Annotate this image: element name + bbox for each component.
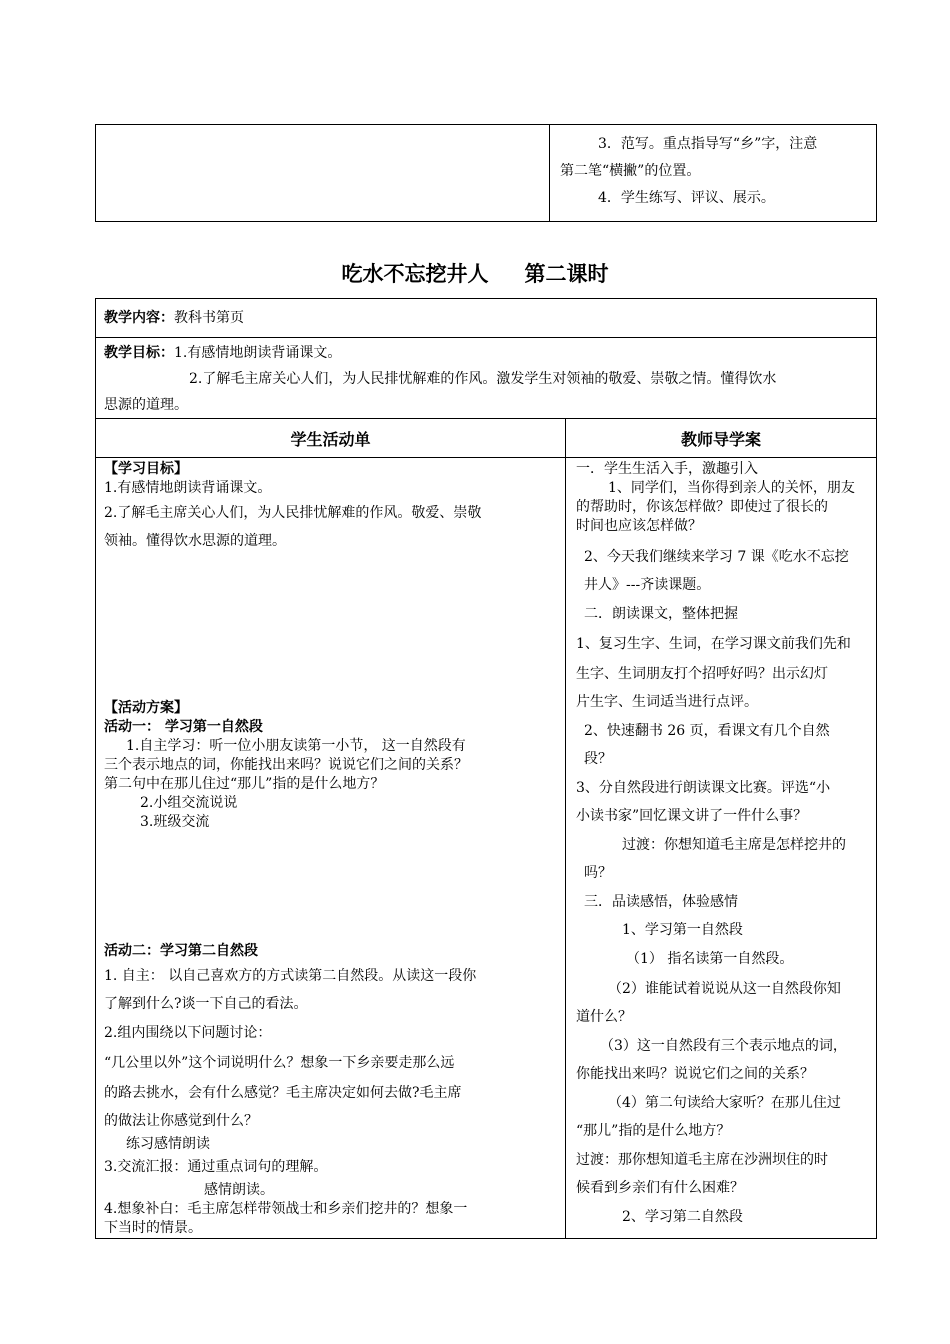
text-line: 过渡：那你想知道毛主席在沙洲坝住的时 bbox=[576, 1152, 828, 1168]
text-line: 第二句中在那儿住过“那儿”指的是什么地方？ bbox=[104, 776, 385, 792]
text-line: “那儿”指的是什么地方？ bbox=[576, 1123, 731, 1139]
section-heading: 三．品读感悟，体验感情 bbox=[584, 894, 738, 910]
section-heading: 【学习目标】 bbox=[104, 461, 188, 477]
teacher-guide-cell bbox=[566, 458, 877, 1239]
text-line: 1、同学们，当你得到亲人的关怀，朋友 bbox=[608, 480, 855, 496]
text-line: 时间也应该怎样做？ bbox=[576, 518, 702, 534]
text-line: 领袖。懂得饮水思源的道理。 bbox=[104, 533, 286, 549]
goal-2-line-2: 思源的道理。 bbox=[104, 397, 188, 413]
text-line: 生字、生词朋友打个招呼好吗？出示幻灯 bbox=[576, 666, 828, 682]
text-line: 3．范写。重点指导写“乡”字，注意 bbox=[598, 136, 818, 152]
teaching-goals-row bbox=[96, 338, 877, 419]
student-activity-header: 学生活动单 bbox=[96, 419, 566, 458]
text-line: 你能找出来吗？说说它们之间的关系？ bbox=[576, 1066, 814, 1082]
text-line: 1、复习生字、生词，在学习课文前我们先和 bbox=[576, 636, 851, 652]
lesson-period: 第二课时 bbox=[524, 262, 609, 286]
text-line: 候看到乡亲们有什么困难？ bbox=[576, 1180, 744, 1196]
text-line: 1.有感情地朗读背诵课文。 bbox=[104, 480, 272, 496]
text-line: （3）这一自然段有三个表示地点的词， bbox=[600, 1038, 847, 1054]
previous-lesson-table bbox=[95, 124, 877, 222]
text-line: 4.想象补白：毛主席怎样带领战士和乡亲们挖井的？想象一 bbox=[104, 1201, 468, 1217]
previous-left-cell bbox=[96, 125, 550, 222]
activity-heading: 活动一： 学习第一自然段 bbox=[104, 719, 263, 735]
text-line: 3、分自然段进行朗读课文比赛。评选“小 bbox=[576, 780, 831, 796]
text-line: 的帮助时，你该怎样做？即使过了很长的 bbox=[576, 499, 828, 515]
text-line: 井人》---齐读课题。 bbox=[584, 577, 711, 593]
content-value: 教科书第页 bbox=[174, 310, 244, 326]
text-line: 2、今天我们继续来学习 7 课《吃水不忘挖 bbox=[584, 549, 849, 565]
text-line: 2.了解毛主席关心人们，为人民排忧解难的作风。敬爱、崇敬 bbox=[104, 505, 482, 521]
text-line: 1.自主学习：听一位小朋友读第一小节， 这一自然段有 bbox=[126, 738, 466, 754]
text-line: 吗？ bbox=[584, 865, 612, 881]
text-line: 道什么？ bbox=[576, 1009, 632, 1025]
goal-2-line-1: 2.了解毛主席关心人们，为人民排忧解难的作风。激发学生对领袖的敬爱、崇敬之情。懂得饮水 bbox=[189, 371, 777, 387]
section-heading: 二．朗读课文，整体把握 bbox=[584, 606, 738, 622]
text-line: 了解到什么?谈一下自己的看法。 bbox=[104, 996, 308, 1012]
text-line: 的路去挑水，会有什么感觉？毛主席决定如何去做?毛主席 bbox=[104, 1085, 462, 1101]
previous-right-cell bbox=[550, 125, 877, 222]
text-line: 段？ bbox=[584, 751, 612, 767]
content-label: 教学内容： bbox=[104, 310, 174, 326]
section-heading: 一．学生生活入手，激趣引入 bbox=[576, 461, 758, 477]
text-line: 1、学习第一自然段 bbox=[622, 922, 743, 938]
section-heading: 【活动方案】 bbox=[104, 700, 188, 716]
text-line: 3.班级交流 bbox=[140, 814, 210, 830]
text-line: 下当时的情景。 bbox=[104, 1220, 202, 1236]
goals-label: 教学目标： bbox=[104, 345, 174, 361]
text-line: 2、学习第二自然段 bbox=[622, 1209, 743, 1225]
text-line: 1. 自主： 以自己喜欢方的方式读第二自然段。从读这一段你 bbox=[104, 968, 477, 984]
teacher-guide-header: 教师导学案 bbox=[566, 419, 877, 458]
text-line: （2）谁能试着说说从这一自然段你知 bbox=[608, 981, 841, 997]
text-line: 片生字、生词适当进行点评。 bbox=[576, 694, 758, 710]
page-title bbox=[0, 258, 950, 288]
text-line: （1） 指名读第一自然段。 bbox=[626, 951, 794, 967]
teaching-content-row bbox=[96, 299, 877, 338]
lesson-plan-table bbox=[95, 298, 877, 1239]
text-line: 2、快速翻书 26 页，看课文有几个自然 bbox=[584, 723, 830, 739]
text-line: 感情朗读。 bbox=[204, 1182, 274, 1198]
text-line: 4．学生练写、评议、展示。 bbox=[598, 190, 775, 206]
student-activity-cell bbox=[96, 458, 566, 1239]
text-line: 三个表示地点的词，你能找出来吗？说说它们之间的关系？ bbox=[104, 757, 468, 773]
text-line: “几公里以外”这个词说明什么？想象一下乡亲要走那么远 bbox=[104, 1055, 455, 1071]
lesson-title: 吃水不忘挖井人 bbox=[341, 262, 489, 286]
text-line: 过渡：你想知道毛主席是怎样挖井的 bbox=[622, 837, 846, 853]
text-line: 小读书家”回忆课文讲了一件什么事？ bbox=[576, 808, 808, 824]
text-line: 第二笔“横撇”的位置。 bbox=[560, 163, 701, 179]
text-line: 2.组内围绕以下问题讨论： bbox=[104, 1025, 272, 1041]
text-line: （4）第二句读给大家听？在那儿住过 bbox=[608, 1095, 841, 1111]
text-line: 练习感情朗读 bbox=[126, 1136, 210, 1152]
text-line: 的做法让你感觉到什么？ bbox=[104, 1113, 258, 1129]
text-line: 2.小组交流说说 bbox=[140, 795, 238, 811]
text-line: 3.交流汇报：通过重点词句的理解。 bbox=[104, 1159, 328, 1175]
activity-heading: 活动二：学习第二自然段 bbox=[104, 943, 258, 959]
goal-1: 1.有感情地朗读背诵课文。 bbox=[174, 345, 342, 361]
